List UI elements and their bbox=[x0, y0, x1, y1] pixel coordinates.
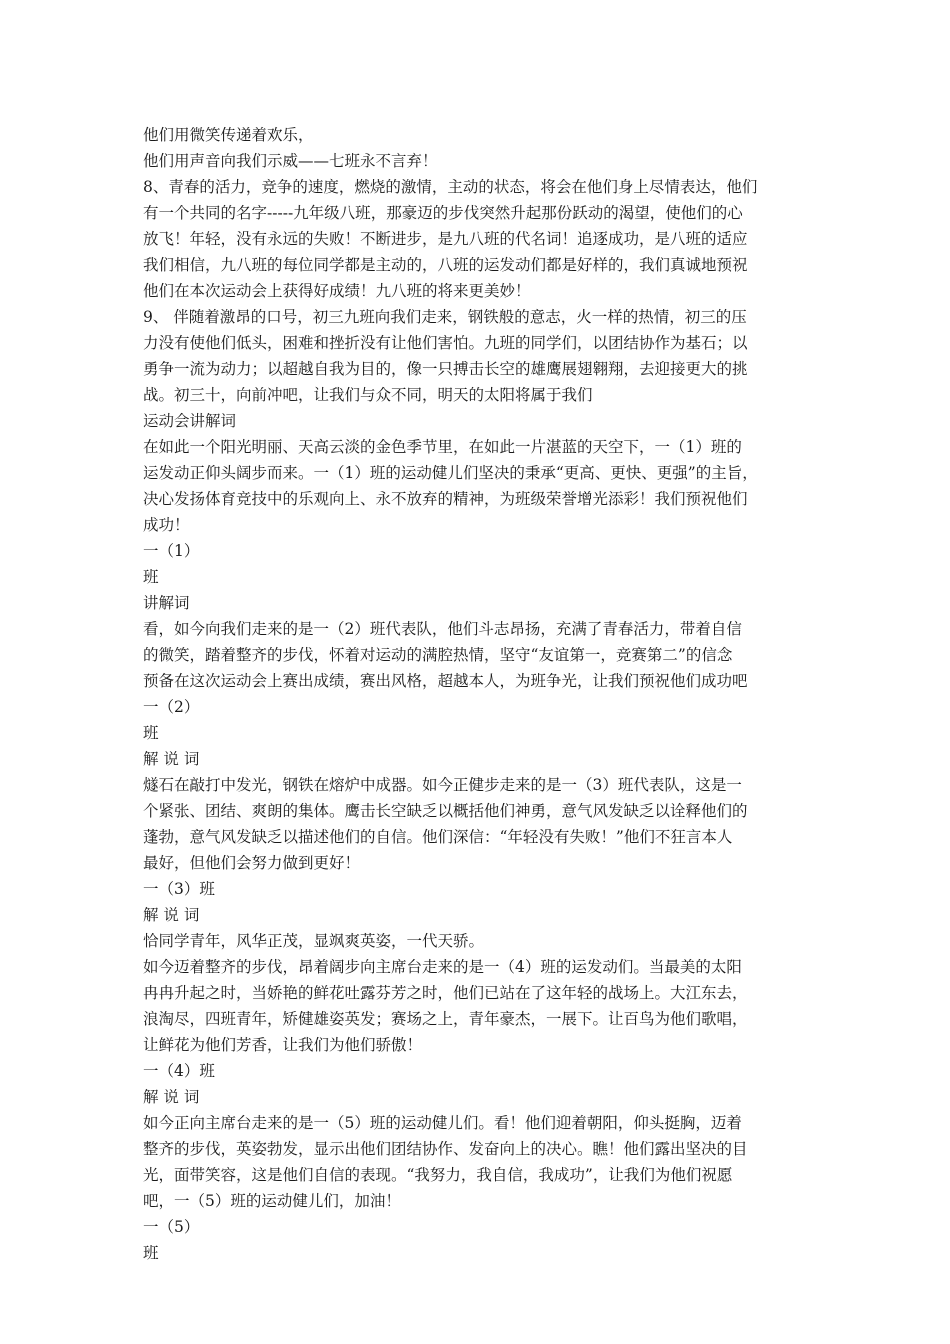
text-line: 班 bbox=[143, 1244, 159, 1262]
text-line: 如今迈着整齐的步伐，昂着阔步向主席台走来的是一（4）班的运发动们。当最美的太阳 bbox=[143, 958, 742, 976]
text-line: 个紧张、团结、爽朗的集体。鹰击长空缺乏以概括他们神勇，意气风发缺乏以诠释他们的 bbox=[143, 802, 748, 820]
text-line: 力没有使他们低头，困难和挫折没有让他们害怕。九班的同学们，以团结协作为基石；以 bbox=[143, 334, 748, 352]
text-line: 吧，一（5）班的运动健儿们，加油！ bbox=[143, 1192, 401, 1210]
text-line: 预备在这次运动会上赛出成绩，赛出风格，超越本人，为班争光，让我们预祝他们成功吧 bbox=[143, 672, 748, 690]
text-line: 冉冉升起之时，当娇艳的鲜花吐露芬芳之时，他们已站在了这年轻的战场上。大江东去， bbox=[143, 984, 748, 1002]
text-line: 解 说 词 bbox=[143, 750, 200, 768]
text-line: 最好，但他们会努力做到更好！ bbox=[143, 854, 361, 872]
text-line: 战。初三十，向前冲吧，让我们与众不同，明天的太阳将属于我们 bbox=[143, 386, 593, 404]
text-line: 班 bbox=[143, 724, 159, 742]
text-line: 有一个共同的名字-----九年级八班，那豪迈的步伐突然升起那份跃动的渴望，使他们的心 bbox=[143, 204, 743, 222]
text-line: 一（4）班 bbox=[143, 1062, 215, 1080]
text-line: 一（1） bbox=[143, 542, 200, 560]
text-line: 光，面带笑容，这是他们自信的表现。“我努力，我自信，我成功”，让我们为他们祝愿 bbox=[143, 1166, 733, 1184]
text-line: 班 bbox=[143, 568, 159, 586]
text-line: 他们在本次运动会上获得好成绩！九八班的将来更美妙！ bbox=[143, 282, 531, 300]
text-line: 浪淘尽，四班青年，矫健雄姿英发；赛场之上，青年豪杰，一展下。让百鸟为他们歌唱， bbox=[143, 1010, 748, 1028]
text-line: 运发动正仰头阔步而来。一（1）班的运动健儿们坚决的秉承“更高、更快、更强”的主旨， bbox=[143, 464, 758, 482]
text-line: 恰同学青年，风华正茂，显飒爽英姿，一代天骄。 bbox=[143, 932, 485, 950]
text-line: 看，如今向我们走来的是一（2）班代表队，他们斗志昂扬，充满了青春活力，带着自信 bbox=[143, 620, 742, 638]
text-line: 让鲜花为他们芳香，让我们为他们骄傲！ bbox=[143, 1036, 423, 1054]
text-line: 一（2） bbox=[143, 698, 200, 716]
text-line: 他们用声音向我们示威——七班永不言弃！ bbox=[143, 152, 438, 170]
text-line: 讲解词 bbox=[143, 594, 190, 612]
text-line: 的微笑，踏着整齐的步伐，怀着对运动的满腔热情，坚守“友谊第一，竞赛第二”的信念 bbox=[143, 646, 733, 664]
text-line: 蓬勃，意气风发缺乏以描述他们的自信。他们深信：“年轻没有失败！”他们不狂言本人 bbox=[143, 828, 733, 846]
text-line: 我们相信，九八班的每位同学都是主动的，八班的运发动们都是好样的，我们真诚地预祝 bbox=[143, 256, 748, 274]
text-line: 运动会讲解词 bbox=[143, 412, 237, 430]
text-line: 一（5） bbox=[143, 1218, 200, 1236]
text-line: 他们用微笑传递着欢乐， bbox=[143, 126, 314, 144]
text-line: 成功！ bbox=[143, 516, 190, 534]
text-line: 如今正向主席台走来的是一（5）班的运动健儿们。看！他们迎着朝阳，仰头挺胸，迈着 bbox=[143, 1114, 742, 1132]
text-line: 解 说 词 bbox=[143, 1088, 200, 1106]
text-line: 在如此一个阳光明丽、天高云淡的金色季节里，在如此一片湛蓝的天空下，一（1）班的 bbox=[143, 438, 742, 456]
text-line: 8、青春的活力，竞争的速度，燃烧的激情，主动的状态，将会在他们身上尽情表达，他们 bbox=[143, 178, 758, 196]
text-line: 勇争一流为动力；以超越自我为目的，像一只搏击长空的雄鹰展翅翱翔，去迎接更大的挑 bbox=[143, 360, 748, 378]
text-line: 整齐的步伐，英姿勃发，显示出他们团结协作、发奋向上的决心。瞧！他们露出坚决的目 bbox=[143, 1140, 748, 1158]
text-line: 放飞！年轻，没有永远的失败！不断进步，是九八班的代名词！追逐成功，是八班的适应 bbox=[143, 230, 748, 248]
text-line: 9、 伴随着激昂的口号，初三九班向我们走来，钢铁般的意志，火一样的热情，初三的压 bbox=[143, 308, 747, 326]
text-line: 燧石在敲打中发光，钢铁在熔炉中成器。如今正健步走来的是一（3）班代表队，这是一 bbox=[143, 776, 742, 794]
document-body bbox=[143, 122, 813, 1266]
text-line: 解 说 词 bbox=[143, 906, 200, 924]
text-line: 一（3）班 bbox=[143, 880, 215, 898]
text-line: 决心发扬体育竞技中的乐观向上、永不放弃的精神，为班级荣誉增光添彩！我们预祝他们 bbox=[143, 490, 748, 508]
